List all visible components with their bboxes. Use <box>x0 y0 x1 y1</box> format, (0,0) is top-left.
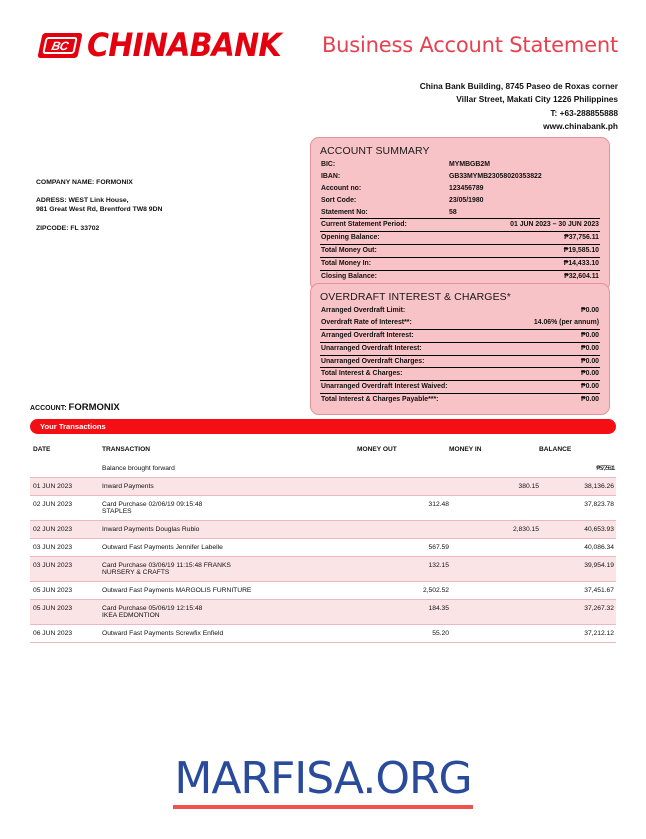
summary-row-total-money-in-label: Total Money In: <box>321 260 372 267</box>
cell-money-out: 567.59 <box>357 539 449 557</box>
summary-field-statement-no-value: 58 <box>449 208 457 216</box>
overdraft-title: OVERDRAFT INTEREST & CHARGES* <box>320 291 511 303</box>
transactions-table-body <box>30 460 616 643</box>
account-summary-panel <box>310 137 610 292</box>
account-label-line <box>30 402 120 413</box>
summary-row-closing-balance-value: ₱32,604.11 <box>564 272 599 280</box>
summary-row-total-money-in-value: ₱14,433.10 <box>563 260 599 267</box>
bank-address-line-2: Villar Street, Makati City 1226 Philippines <box>456 94 618 105</box>
table-row-opening <box>30 460 616 478</box>
overdraft-row-total-interest-charges <box>320 367 600 380</box>
summary-field-bic-value: MYMBGB2M <box>449 161 490 168</box>
overdraft-row-unarranged-charges-label: Unarranged Overdraft Charges: <box>321 357 425 365</box>
cell-balance: 40,086.34 <box>539 539 616 557</box>
summary-row-opening-balance-value: ₱37,756.11 <box>564 234 599 242</box>
summary-row-total-money-out <box>320 244 600 257</box>
overdraft-row-rate <box>320 317 600 329</box>
summary-field-iban <box>320 171 600 183</box>
cell-balance: 37,267.32 <box>539 600 616 625</box>
overdraft-row-total-payable-value: ₱0.00 <box>580 396 599 404</box>
page-title: Business Account Statement <box>321 33 618 57</box>
cell-date: 02 JUN 2023 <box>30 496 102 521</box>
logo-mark-text: BC <box>42 37 78 54</box>
cell-money-in <box>449 539 539 557</box>
summary-row-opening-balance <box>320 231 600 244</box>
transactions-table-head <box>30 443 616 460</box>
overdraft-charges-panel <box>310 283 610 415</box>
cell-date <box>30 460 102 478</box>
overdraft-row-rate-label: Overdraft Rate of Interest**: <box>321 318 412 326</box>
cell-money-out <box>357 478 449 496</box>
cell-description: Inward Payments <box>102 478 357 496</box>
company-address-line-2: 981 Great West Rd, Brentford TW8 9DN <box>36 206 163 214</box>
cell-description-line-1: Card Purchase 05/06/19 12:15:48 <box>102 605 203 612</box>
cell-money-out: 312.48 <box>357 496 449 521</box>
overdraft-row-total-interest-charges-label: Total Interest & Charges: <box>321 370 403 378</box>
cell-money-out: 2,502.52 <box>357 582 449 600</box>
cell-description-line-2: NURSERY & CRAFTS <box>102 569 170 576</box>
cell-description-line-2: IKEA EDMONTION <box>102 612 160 619</box>
cell-money-in <box>449 496 539 521</box>
cell-description: Balance brought forward <box>102 460 357 478</box>
cell-money-in <box>449 460 539 478</box>
overdraft-row-limit-value: ₱0.00 <box>580 307 599 314</box>
overdraft-row-interest-waived-label: Unarranged Overdraft Interest Waived: <box>321 383 448 391</box>
document-header <box>0 0 646 130</box>
summary-row-total-money-out-label: Total Money Out: <box>321 247 377 255</box>
cell-balance: 38,136.26 <box>539 478 616 496</box>
account-label-prefix: ACCOUNT: <box>30 405 67 412</box>
overdraft-row-arranged-interest <box>320 329 600 342</box>
summary-field-bic-label: BIC: <box>321 161 336 168</box>
summary-row-total-money-in <box>320 257 600 270</box>
account-label-name: FORMONIX <box>68 402 120 413</box>
transactions-banner-label: Your Transactions <box>40 422 106 431</box>
cell-balance: 37,451.67 <box>539 582 616 600</box>
cell-description <box>102 600 357 625</box>
overdraft-row-unarranged-interest-value: ₱0.00 <box>580 344 599 352</box>
chinabank-logo-text: CHINABANK <box>87 26 281 65</box>
overdraft-row-limit <box>320 305 600 317</box>
overdraft-row-arranged-interest-label: Arranged Overdraft Interest: <box>321 331 414 339</box>
cell-balance: 37,823.78 <box>539 496 616 521</box>
cell-description-line-1: Card Purchase 02/06/19 09:15:48 <box>102 501 203 508</box>
summary-row-closing-balance-label: Closing Balance: <box>321 272 377 280</box>
company-address-line-1: ADRESS: WEST Link House, <box>36 197 129 205</box>
cell-balance: 39,954.19 <box>539 557 616 582</box>
overdraft-row-unarranged-interest <box>320 342 600 355</box>
table-row <box>30 496 616 521</box>
cell-money-out: 184.35 <box>357 600 449 625</box>
cell-description: Outward Fast Payments Jennifer Labelle <box>102 539 357 557</box>
transactions-header-row <box>30 443 616 460</box>
company-details <box>36 178 162 233</box>
cell-money-out: 132.15 <box>357 557 449 582</box>
overdraft-row-total-interest-charges-value: ₱0.00 <box>580 370 599 378</box>
account-summary-title: ACCOUNT SUMMARY <box>320 145 430 157</box>
summary-field-account-no-label: Account no: <box>321 184 362 192</box>
company-zipcode: ZIPCODE: FL 33702 <box>36 224 100 232</box>
cell-money-in <box>449 600 539 625</box>
transactions-table <box>30 443 616 643</box>
overdraft-row-limit-label: Arranged Overdraft Limit: <box>321 307 406 314</box>
summary-field-iban-label: IBAN: <box>321 172 341 180</box>
summary-field-sort-code-label: Sort Code: <box>321 196 357 204</box>
summary-field-bic <box>320 159 600 171</box>
cell-money-out: 55.20 <box>357 625 449 643</box>
company-name: COMPANY NAME: FORMONIX <box>36 179 133 186</box>
chinabank-logo <box>40 28 281 63</box>
summary-row-statement-period-label: Current Statement Period: <box>321 221 407 229</box>
cell-description <box>102 496 357 521</box>
cell-money-in <box>449 625 539 643</box>
cell-description: Outward Fast Payments MARGOLIS FURNITURE <box>102 582 357 600</box>
overdraft-row-rate-value: 14.06% (per annum) <box>533 318 599 326</box>
cell-money-in <box>449 582 539 600</box>
summary-field-iban-value: GB33MYMB23058020353822 <box>449 172 542 180</box>
marfisa-watermark-underline <box>173 805 473 809</box>
marfisa-watermark <box>0 753 646 809</box>
cell-date: 06 JUN 2023 <box>30 625 102 643</box>
summary-field-statement-no-label: Statement No: <box>321 208 368 216</box>
overdraft-row-total-payable-label: Total Interest & Charges Payable***: <box>321 396 439 404</box>
summary-row-statement-period-value: 01 JUN 2023 – 30 JUN 2023 <box>510 221 599 229</box>
table-row <box>30 539 616 557</box>
cell-money-in: 2,830.15 <box>449 521 539 539</box>
table-row <box>30 600 616 625</box>
cell-balance: ₱37,756.11 <box>539 460 616 478</box>
cell-date: 05 JUN 2023 <box>30 582 102 600</box>
cell-date: 03 JUN 2023 <box>30 557 102 582</box>
column-header-date: DATE <box>33 446 51 453</box>
table-row <box>30 625 616 643</box>
bank-address-block <box>420 80 618 134</box>
cell-description: Inward Payments Douglas Rubio <box>102 521 357 539</box>
column-header-balance: BALANCE <box>539 446 572 453</box>
marfisa-watermark-text: MARFISA.ORG <box>174 753 472 804</box>
cell-date: 01 JUN 2023 <box>30 478 102 496</box>
cell-description-line-2: STAPLES <box>102 508 132 515</box>
table-row <box>30 478 616 496</box>
bank-address-line-1: China Bank Building, 8745 Paseo de Roxas corner <box>419 81 618 91</box>
summary-field-statement-no <box>320 207 600 219</box>
summary-field-account-no-value: 123456789 <box>449 184 484 192</box>
transactions-banner <box>30 419 616 434</box>
column-header-money-out: MONEY OUT <box>357 446 397 453</box>
summary-field-account-no <box>320 183 600 195</box>
column-header-money-in: MONEY IN <box>449 446 482 453</box>
summary-field-sort-code <box>320 195 600 207</box>
cell-balance: 40,653.93 <box>539 521 616 539</box>
overdraft-row-unarranged-charges-value: ₱0.00 <box>580 357 599 365</box>
bank-website: www.chinabank.ph <box>543 121 618 132</box>
summary-row-statement-period <box>320 218 600 231</box>
summary-row-opening-balance-label: Opening Balance: <box>321 234 380 242</box>
overdraft-row-unarranged-interest-label: Unarranged Overdraft Interest: <box>321 344 422 352</box>
company-address <box>36 196 162 214</box>
cell-date: 02 JUN 2023 <box>30 521 102 539</box>
summary-field-sort-code-value: 23/05/1980 <box>449 196 484 204</box>
summary-row-closing-balance <box>320 270 600 283</box>
overdraft-row-total-payable <box>320 393 600 406</box>
bank-phone: T: +63-288855888 <box>550 107 618 118</box>
cell-balance: 37,212.12 <box>539 625 616 643</box>
cell-description: Outward Fast Payments Screwfix Enfield <box>102 625 357 643</box>
overdraft-row-interest-waived <box>320 380 600 393</box>
cell-description <box>102 557 357 582</box>
overdraft-row-unarranged-charges <box>320 355 600 368</box>
overdraft-row-arranged-interest-value: ₱0.00 <box>580 331 599 339</box>
cell-description-line-1: Card Purchase 03/06/19 11:15:48 FRANKS <box>102 562 231 569</box>
cell-date: 05 JUN 2023 <box>30 600 102 625</box>
table-row <box>30 557 616 582</box>
table-row <box>30 521 616 539</box>
cell-money-out <box>357 460 449 478</box>
cell-money-in: 380.15 <box>449 478 539 496</box>
cell-money-out <box>357 521 449 539</box>
chinabank-logo-mark-icon <box>37 33 82 58</box>
overdraft-row-interest-waived-value: ₱0.00 <box>580 383 599 391</box>
column-header-transaction: TRANSACTION <box>102 446 150 453</box>
summary-row-total-money-out-value: ₱19,585.10 <box>563 247 599 255</box>
table-row <box>30 582 616 600</box>
cell-date: 03 JUN 2023 <box>30 539 102 557</box>
cell-money-in <box>449 557 539 582</box>
